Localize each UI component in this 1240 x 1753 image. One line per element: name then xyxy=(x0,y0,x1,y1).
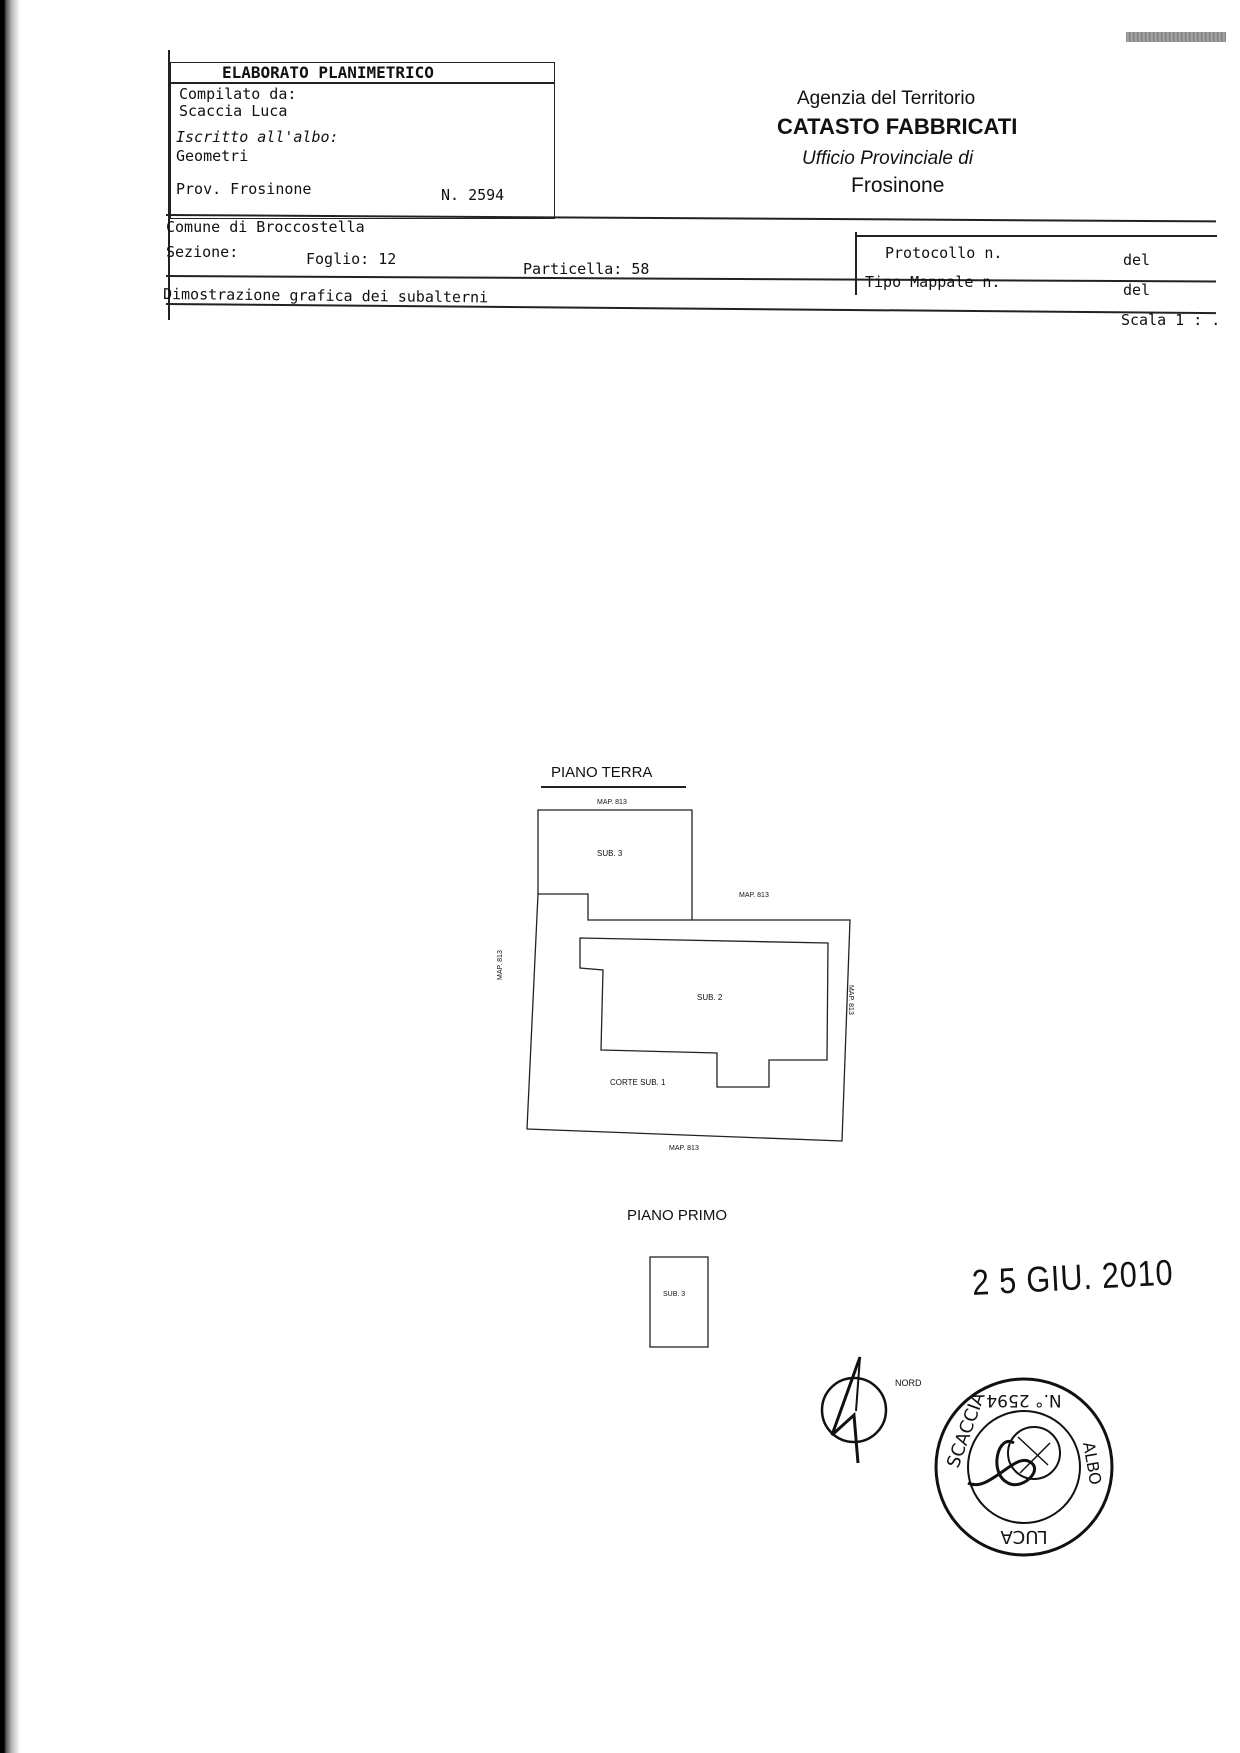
piano-primo-label: PIANO PRIMO xyxy=(627,1207,728,1224)
corte-label: CORTE SUB. 1 xyxy=(610,1078,666,1087)
del-1: del xyxy=(1123,251,1151,269)
sub2-label: SUB. 2 xyxy=(697,993,723,1002)
office-label: Ufficio Provinciale di xyxy=(802,148,974,169)
sub3-primo-outline xyxy=(650,1257,708,1347)
compiled-by-label: Compilato da: xyxy=(179,85,297,103)
parcel-rule-3 xyxy=(166,275,1216,282)
sub3-outline xyxy=(538,810,692,920)
province: Prov. Frosinone xyxy=(176,180,312,198)
svg-text:N.° 2594: N.° 2594 xyxy=(986,1390,1062,1410)
registered-label: Iscritto all'albo: xyxy=(176,128,339,146)
sezione: Sezione: xyxy=(166,243,239,261)
catasto-title: CATASTO FABBRICATI xyxy=(777,114,1018,139)
map-top-label: MAP. 813 xyxy=(597,799,627,806)
comune: Comune di Broccostella xyxy=(166,218,365,236)
agency-name: Agenzia del Territorio xyxy=(797,88,976,109)
tipo-mappale: Tipo Mappale n. xyxy=(865,273,1001,291)
scan-mark xyxy=(1126,32,1226,42)
svg-text:LUCA: LUCA xyxy=(1000,1526,1048,1547)
registration-number: N. 2594 xyxy=(441,186,505,204)
corte-outline xyxy=(527,894,850,1141)
sub2-outline xyxy=(580,938,828,1087)
parcel-divider xyxy=(855,232,857,295)
map-right-label: MAP. 813 xyxy=(847,985,854,1015)
svg-text:SCACCIA: SCACCIA xyxy=(942,1389,990,1471)
scala: Scala 1 : . xyxy=(1121,311,1221,329)
scan-edge xyxy=(0,0,20,1753)
north-arrow-icon xyxy=(812,1355,902,1465)
registered: Geometri xyxy=(176,147,249,165)
map-bottom-label: MAP. 813 xyxy=(669,1145,699,1152)
particella: Particella: 58 xyxy=(523,260,650,278)
piano-terra-underline xyxy=(541,786,686,788)
header-title: ELABORATO PLANIMETRICO xyxy=(222,63,434,82)
professional-seal xyxy=(928,1373,1120,1561)
svg-text:ALBO: ALBO xyxy=(1079,1440,1106,1487)
map-mid-label: MAP. 813 xyxy=(739,892,769,899)
compiled-by: Scaccia Luca xyxy=(179,102,288,120)
protocollo: Protocollo n. xyxy=(885,244,1003,262)
nord-label: NORD xyxy=(895,1378,922,1388)
date-stamp: 2 5 GIU. 2010 xyxy=(970,1251,1175,1303)
sub3-label: SUB. 3 xyxy=(597,849,623,858)
sub3-primo-label: SUB. 3 xyxy=(663,1291,686,1298)
piano-terra-label: PIANO TERRA xyxy=(551,764,653,781)
floor-plan-drawing xyxy=(500,790,880,1390)
del-2: del xyxy=(1123,281,1151,299)
foglio: Foglio: 12 xyxy=(306,250,397,268)
header-title-rule xyxy=(170,82,555,84)
dimostrazione: Dimostrazione grafica dei subalterni xyxy=(162,285,489,307)
map-left-label: MAP. 813 xyxy=(497,950,504,980)
office-city: Frosinone xyxy=(851,174,945,197)
parcel-rule-2 xyxy=(855,235,1217,237)
